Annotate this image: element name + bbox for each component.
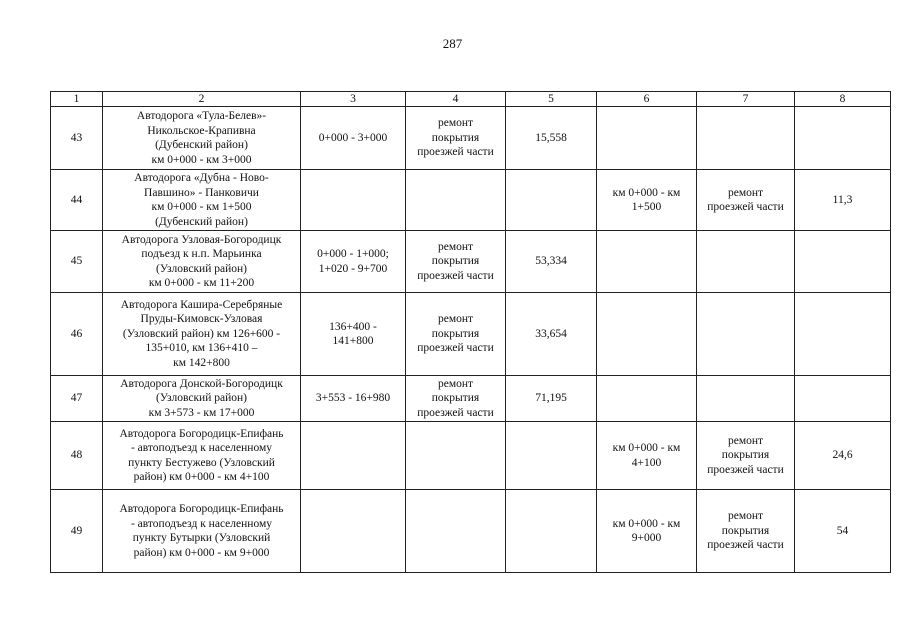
work-type: ремонт покрытия проезжей части — [406, 231, 506, 293]
column-header: 2 — [103, 92, 301, 107]
value: 53,334 — [506, 231, 597, 293]
work-type-2: ремонт покрытия проезжей части — [697, 490, 795, 573]
value-2: 24,6 — [795, 422, 891, 490]
value-2 — [795, 293, 891, 376]
column-header: 3 — [301, 92, 406, 107]
work-type: ремонт покрытия проезжей части — [406, 376, 506, 422]
table-row — [51, 231, 891, 293]
repair-section-2 — [597, 107, 697, 170]
repair-section-2 — [597, 293, 697, 376]
repair-section-2: км 0+000 - км 9+000 — [597, 490, 697, 573]
row-number: 48 — [51, 422, 103, 490]
roads-table — [50, 91, 891, 573]
value-2: 11,3 — [795, 170, 891, 231]
repair-section-2: км 0+000 - км 1+500 — [597, 170, 697, 231]
road-name: Автодорога Богородицк-Епифань - автоподъезд к населенному пункту Бестужево (Узловский район) км 0+000 - км 4+100 — [103, 422, 301, 490]
value — [506, 170, 597, 231]
work-type — [406, 422, 506, 490]
table-row — [51, 490, 891, 573]
page-number: 287 — [442, 36, 463, 51]
work-type — [406, 490, 506, 573]
value-2 — [795, 107, 891, 170]
value: 33,654 — [506, 293, 597, 376]
row-number: 46 — [51, 293, 103, 376]
value-2: 54 — [795, 490, 891, 573]
column-header: 7 — [697, 92, 795, 107]
work-type-2: ремонт проезжей части — [697, 170, 795, 231]
work-type — [406, 170, 506, 231]
repair-section-2 — [597, 376, 697, 422]
repair-section: 136+400 - 141+800 — [301, 293, 406, 376]
table-row — [51, 293, 891, 376]
column-header: 1 — [51, 92, 103, 107]
column-header: 4 — [406, 92, 506, 107]
value: 71,195 — [506, 376, 597, 422]
work-type: ремонт покрытия проезжей части — [406, 107, 506, 170]
table-row — [51, 107, 891, 170]
road-name: Автодорога «Дубна - Ново- Павшино» - Панковичи км 0+000 - км 1+500 (Дубенский район) — [103, 170, 301, 231]
value: 15,558 — [506, 107, 597, 170]
value-2 — [795, 231, 891, 293]
work-type-2: ремонт покрытия проезжей части — [697, 422, 795, 490]
repair-section — [301, 490, 406, 573]
repair-section: 0+000 - 1+000; 1+020 - 9+700 — [301, 231, 406, 293]
road-name: Автодорога Богородицк-Епифань - автоподъезд к населенному пункту Бутырки (Узловский район) км 0+000 - км 9+000 — [103, 490, 301, 573]
road-name: Автодорога Кашира-Серебряные Пруды-Кимовск-Узловая (Узловский район) км 126+600 - 135+010, км 136+410 – км 142+800 — [103, 293, 301, 376]
work-type-2 — [697, 107, 795, 170]
work-type-2 — [697, 376, 795, 422]
work-type: ремонт покрытия проезжей части — [406, 293, 506, 376]
repair-section-2 — [597, 231, 697, 293]
value — [506, 490, 597, 573]
column-header: 5 — [506, 92, 597, 107]
column-header: 8 — [795, 92, 891, 107]
repair-section: 0+000 - 3+000 — [301, 107, 406, 170]
repair-section: 3+553 - 16+980 — [301, 376, 406, 422]
column-header: 6 — [597, 92, 697, 107]
value — [506, 422, 597, 490]
repair-section — [301, 422, 406, 490]
road-name: Автодорога Донской-Богородицк (Узловский район) км 3+573 - км 17+000 — [103, 376, 301, 422]
row-number: 44 — [51, 170, 103, 231]
road-name: Автодорога Узловая-Богородицк подъезд к н.п. Марьинка (Узловский район) км 0+000 - км 11+200 — [103, 231, 301, 293]
repair-section — [301, 170, 406, 231]
table-row — [51, 376, 891, 422]
repair-section-2: км 0+000 - км 4+100 — [597, 422, 697, 490]
work-type-2 — [697, 293, 795, 376]
road-name: Автодорога «Тула-Белев»- Никольское-Крапивна (Дубенский район) км 0+000 - км 3+000 — [103, 107, 301, 170]
value-2 — [795, 376, 891, 422]
table-row — [51, 170, 891, 231]
work-type-2 — [697, 231, 795, 293]
header-row — [51, 92, 891, 107]
table-row — [51, 422, 891, 490]
row-number: 49 — [51, 490, 103, 573]
row-number: 45 — [51, 231, 103, 293]
row-number: 47 — [51, 376, 103, 422]
row-number: 43 — [51, 107, 103, 170]
